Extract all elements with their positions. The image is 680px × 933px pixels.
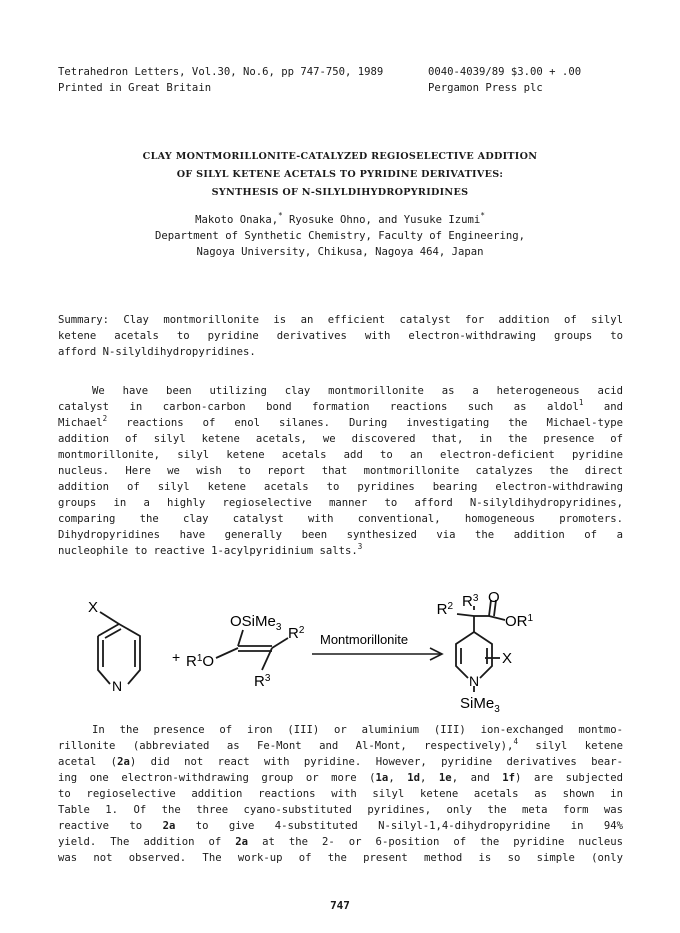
text-line <box>58 834 623 850</box>
text-line: addition of silyl ketene acetals, we discovered that, in the presence of <box>58 433 623 445</box>
text-span: acetal ( <box>58 756 118 768</box>
corresponding-mark: * <box>278 211 283 220</box>
product-r2: $R^2$ <box>436 601 453 618</box>
compound-label: 1f <box>502 772 516 784</box>
title-line-2: OF SILYL KETENE ACETALS TO PYRIDINE DERIVATIVES: <box>176 169 504 180</box>
text-span: ) did not react with pyridine. However, pyridine derivatives bear- <box>129 756 623 768</box>
product-nitrogen: N <box>469 673 480 689</box>
reference-mark: 4 <box>513 737 518 746</box>
text-line: addition of silyl ketene acetals to pyridines bearing electron-withdrawing <box>58 481 623 493</box>
reference-mark: 3 <box>357 542 363 551</box>
text-span: and <box>583 401 623 413</box>
text-line: was not observed. The work-up of the present method is so simple (only <box>58 852 623 864</box>
text-span: ing one electron-withdrawing group or more ( <box>58 772 376 784</box>
publisher: Pergamon Press plc <box>428 82 543 94</box>
text-line: comparing the clay catalyst with conventional, homogeneous promoters. <box>58 513 623 525</box>
page-number: 747 <box>330 899 350 912</box>
summary-line: ketene acetals to pyridine derivatives with electron-withdrawing groups to <box>58 330 623 342</box>
text-span: nucleophile to reactive 1-acylpyridinium salts. <box>58 545 358 557</box>
ester-or1: $OR^1$ <box>505 613 534 630</box>
journal-citation: Tetrahedron Letters, Vol.30, No.6, pp 747-750, 1989 <box>58 66 384 78</box>
title-line-3: SYNTHESIS OF N-SILYLDIHYDROPYRIDINES <box>211 187 469 198</box>
r2-group: $R^2$ <box>288 625 305 642</box>
text-line <box>58 738 623 754</box>
text-span: Michael <box>58 417 103 429</box>
n-sime3-group: SiMe$_3$ <box>460 695 500 715</box>
compound-label: 2a <box>117 756 130 768</box>
summary-line: Summary: Clay montmorillonite is an efficient catalyst for addition of silyl <box>58 314 623 326</box>
text-line: groups in a highly regioselective manner to afford N-silyldihydropyridines, <box>58 497 623 509</box>
author-names <box>0 212 680 228</box>
text-line: In the presence of iron (III) or aluminium (III) ion-exchanged montmo- <box>92 724 623 736</box>
journal-header-right <box>428 64 581 96</box>
reaction-arrow <box>312 648 442 660</box>
text-line: Table 1. Of the three cyano-substituted pyridines, only the meta form was <box>58 804 623 816</box>
text-line <box>58 415 623 431</box>
text-line: montmorillonite, silyl ketene acetals add to an electron-deficient pyridine <box>58 449 623 461</box>
pyridine-ring <box>98 612 140 684</box>
text-line <box>58 543 623 559</box>
reference-mark: 1 <box>578 398 584 407</box>
r3-group: $R^3$ <box>254 673 271 690</box>
text-span: ) are subjected <box>515 772 624 784</box>
compound-label: 1d <box>407 772 420 784</box>
paper-title <box>0 148 680 202</box>
author-1: Makoto Onaka, <box>195 214 279 226</box>
text-span: reactions of enol silanes. During investigating the Michael-type <box>107 417 623 429</box>
author-block <box>0 212 680 260</box>
text-line <box>58 818 623 834</box>
text-line: We have been utilizing clay montmorillonite as a heterogeneous acid <box>92 385 623 397</box>
carbonyl-oxygen: O <box>488 590 500 606</box>
compound-label: 1a <box>375 772 389 784</box>
osime3-group: OSiMe$_3$ <box>230 613 282 633</box>
body-paragraph-1 <box>58 383 623 559</box>
affiliation-university: Nagoya University, Chikusa, Nagoya 464, Japan <box>196 246 484 258</box>
text-span: rillonite (abbreviated as Fe-Mont and Al-Mont, respectively), <box>58 740 514 752</box>
text-span: at the 2- or 6-position of the pyridine nucleus <box>248 836 623 848</box>
title-line-1: CLAY MONTMORILLONITE-CATALYZED REGIOSELECTIVE ADDITION <box>142 151 538 162</box>
summary <box>58 312 623 360</box>
affiliation-department: Department of Synthetic Chemistry, Faculty of Engineering, <box>155 230 525 242</box>
dihydropyridine-product <box>456 600 505 692</box>
text-span: catalyst in carbon-carbon bond formation reactions such as aldol <box>58 401 579 413</box>
text-line: to regioselective addition reactions with silyl ketene acetals as shown in <box>58 788 623 800</box>
text-span: to give 4-substituted N-silyl-1,4-dihydropyridine in 94% <box>175 820 623 832</box>
text-line: Dihydropyridines have generally been synthesized via the addition of a <box>58 529 623 541</box>
printed-in: Printed in Great Britain <box>58 82 212 94</box>
corresponding-mark: * <box>480 211 485 220</box>
text-span: , and <box>451 772 503 784</box>
text-span: , <box>420 772 439 784</box>
pyridine-nitrogen: N <box>112 678 123 694</box>
text-span: reactive to <box>58 820 163 832</box>
text-line <box>58 399 623 415</box>
r1o-group: $R^1O$ <box>186 653 215 670</box>
plus-sign: + <box>172 649 181 665</box>
reference-mark: 2 <box>102 414 108 423</box>
issn-price: 0040-4039/89 $3.00 + .00 <box>428 66 582 78</box>
author-2-3: Ryosuke Ohno, and Yusuke Izumi <box>282 214 481 226</box>
body-paragraph-2 <box>58 722 623 866</box>
text-line <box>58 754 623 770</box>
text-span: silyl ketene <box>517 740 623 752</box>
x-substituent: X <box>88 599 99 616</box>
summary-line: afford N-silyldihydropyridines. <box>58 346 256 358</box>
product-x: X <box>502 650 513 667</box>
text-span: , <box>388 772 408 784</box>
text-line: nucleus. Here we wish to report that montmorillonite catalyzes the direct <box>58 465 623 477</box>
reaction-scheme <box>80 590 600 715</box>
compound-label: 2a <box>162 820 176 832</box>
text-line <box>58 770 623 786</box>
text-span: yield. The addition of <box>58 836 236 848</box>
reaction-condition: Montmorillonite <box>320 632 409 647</box>
compound-label: 1e <box>438 772 452 784</box>
ketene-acetal <box>216 630 288 670</box>
product-r3: $R^3$ <box>462 593 479 610</box>
journal-header-left <box>58 64 383 96</box>
compound-label: 2a <box>235 836 249 848</box>
